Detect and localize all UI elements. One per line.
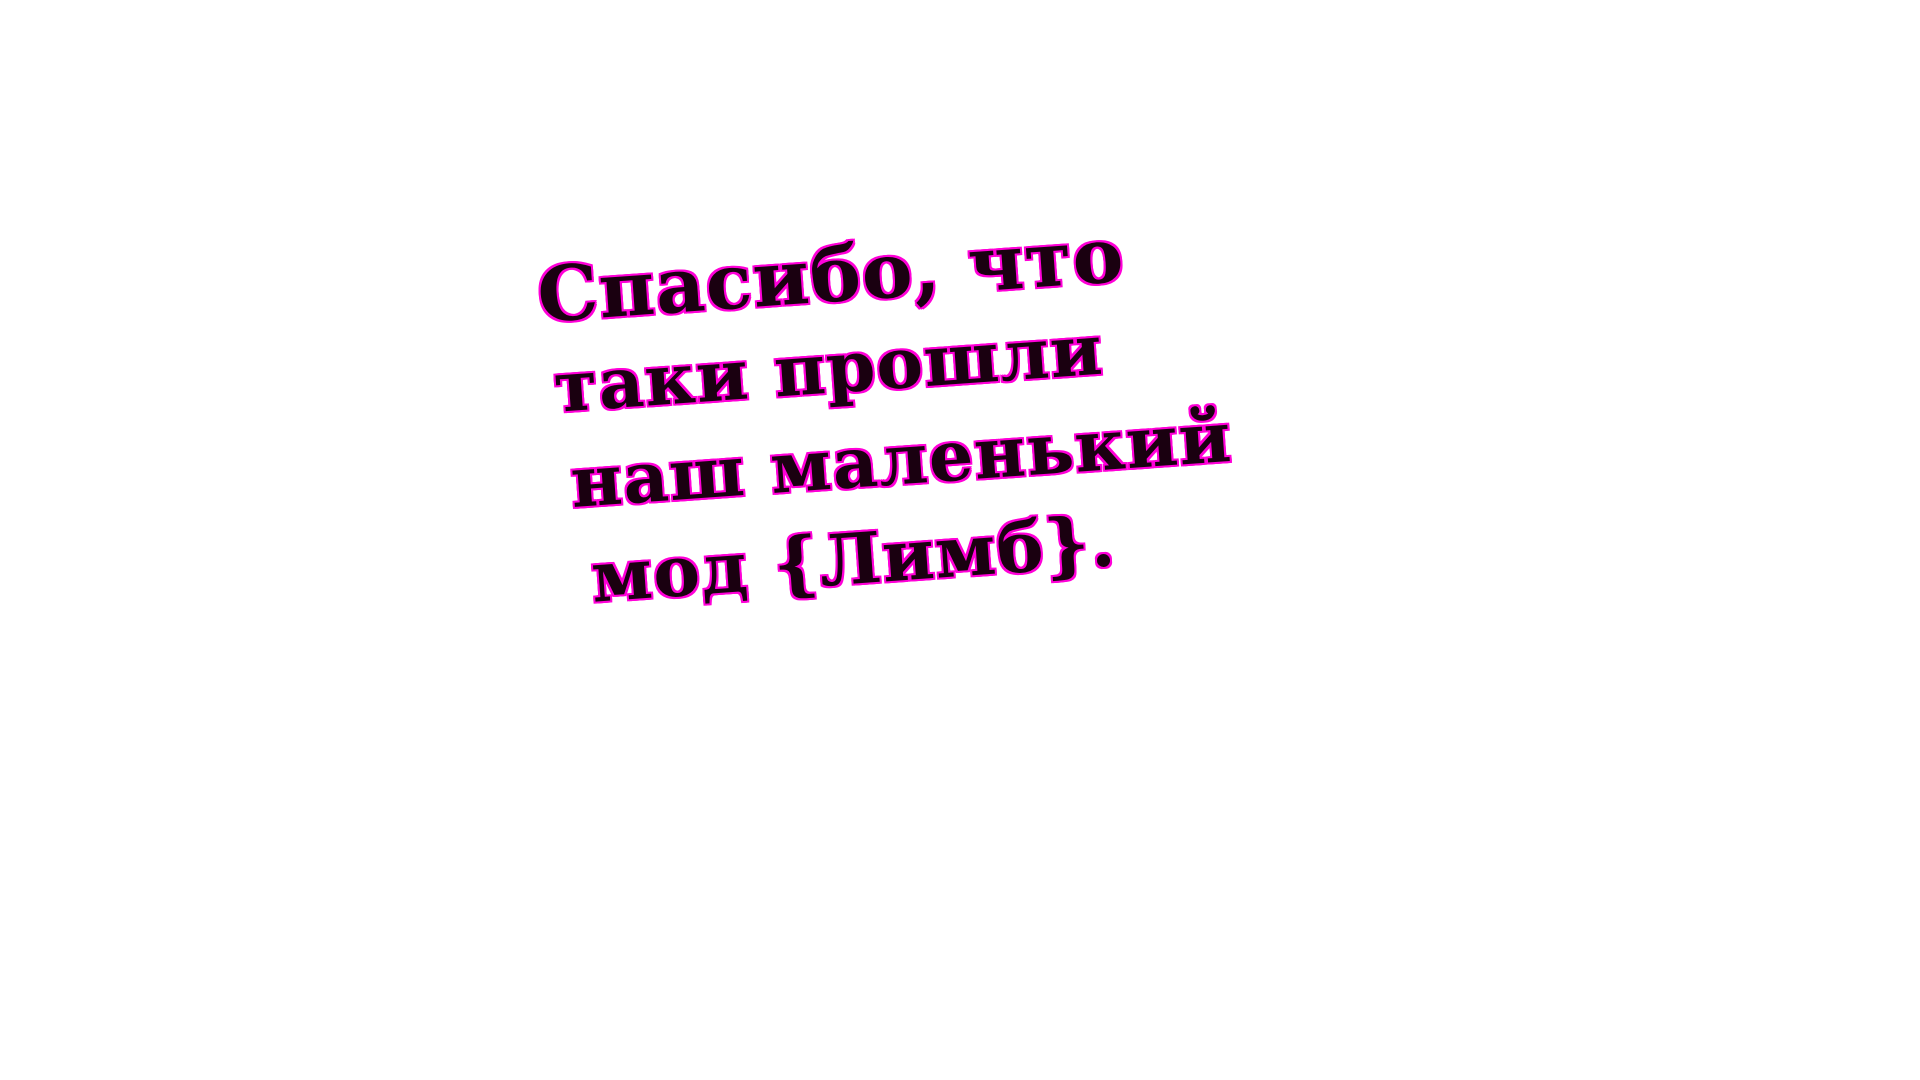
credits-line-3: наш маленький (567, 394, 1235, 524)
credits-line-4: мод {Лимб}. (588, 499, 1119, 619)
credits-line-1: Спасибо, что (534, 210, 1128, 340)
credits-line-2: таки прошли (551, 307, 1106, 429)
thank-you-message (535, 205, 1320, 641)
